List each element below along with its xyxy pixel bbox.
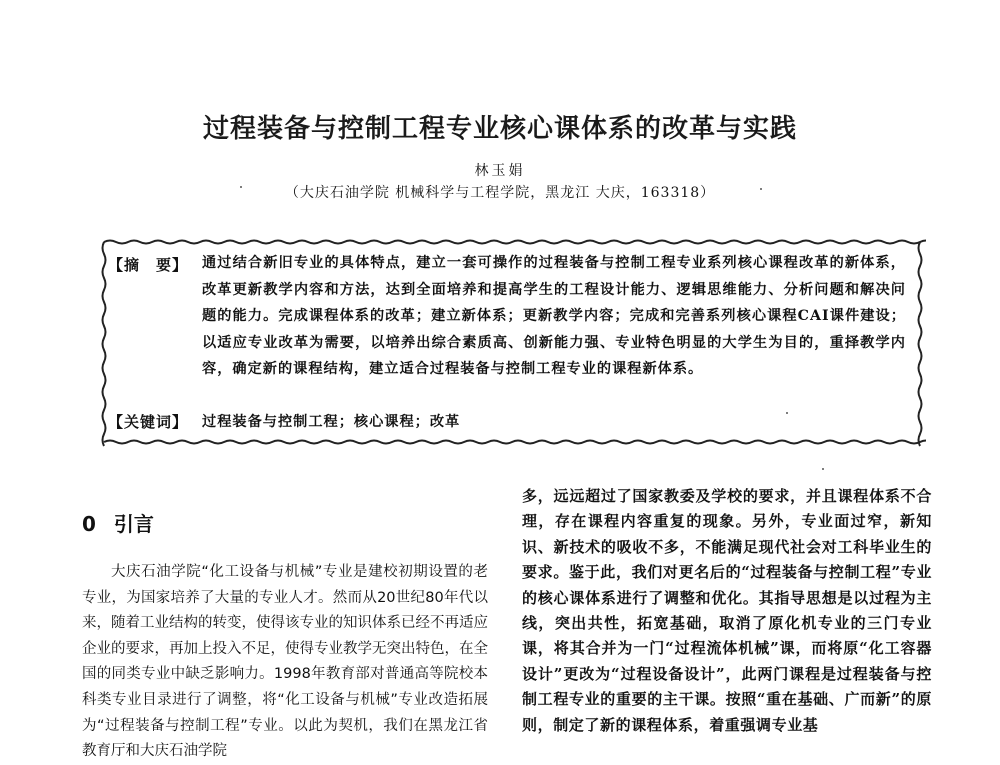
right-column [522,484,932,738]
section-number: 0 [82,512,96,536]
section-title: 引言 [113,512,154,536]
paper-title: 过程装备与控制工程专业核心课体系的改革与实践 [202,114,797,144]
author-affiliation: （大庆石油学院 机械科学与工程学院，黑龙江 大庆，163318） [284,185,716,201]
scan-speck [786,412,788,414]
scan-speck [822,468,824,470]
section-heading [82,508,154,537]
left-column-paragraph: 大庆石油学院“化工设备与机械”专业是建校初期设置的老专业，为国家培养了大量的专业人才。然而从20世纪80年代以来，随着工业结构的转变，使得该专业的知识体系已经不再适应企业的要求，再加上投入不足，使得专业教学无突出特色，在全国的同类专业中缺乏影响力。1998年教育部对普通高等院校本科类专业目录进行了调整，将“化工设备与机械”专业改造拓展为“过程装备与控制工程”专业。以此为契机，我们在黑龙江省教育厅和大庆石油学院 [82,564,488,760]
keywords-text: 过程装备与控制工程；核心课程；改革 [202,414,461,430]
abstract-label: 【摘 要】 [108,256,189,274]
abstract-text: 通过结合新旧专业的具体特点，建立一套可操作的过程装备与控制工程专业系列核心课程改革的新体系，改革更新教学内容和方法，达到全面培养和提高学生的工程设计能力、逻辑思维能力、分析问题和解决问题的能力。完成课程体系的改革；建立新体系；更新教学内容；完成和完善系列核心课程CAI课件建设；以适应专业改革为需要，以培养出综合素质高、创新能力强、专业特色明显的大学生为目的，重择教学内容，确定新的课程结构，建立适合过程装备与控制工程专业的课程新体系。 [202,255,906,378]
keywords-label: 【关键词】 [108,413,189,431]
author-name: 林玉娟 [474,163,526,179]
left-column [82,560,488,765]
scan-speck [240,186,242,188]
scan-speck [760,188,762,190]
abstract-box [100,236,926,448]
right-column-paragraph: 多，远远超过了国家教委及学校的要求，并且课程体系不合理，存在课程内容重复的现象。另外，专业面过窄，新知识、新技术的吸收不多，不能满足现代社会对工科毕业生的要求。鉴于此，我们对更名后的“过程装备与控制工程”专业的核心课体系进行了调整和优化。其指导思想是以过程为主线，突出共性，拓宽基础，取消了原化机专业的三门专业课，将其合并为一门“过程流体机械”课，而将原“化工容器设计”更改为“过程设备设计”，此两门课程是过程装备与控制工程专业的重要的主干课。按照“重在基础、广而新”的原则，制定了新的课程体系，着重强调专业基 [522,487,932,734]
